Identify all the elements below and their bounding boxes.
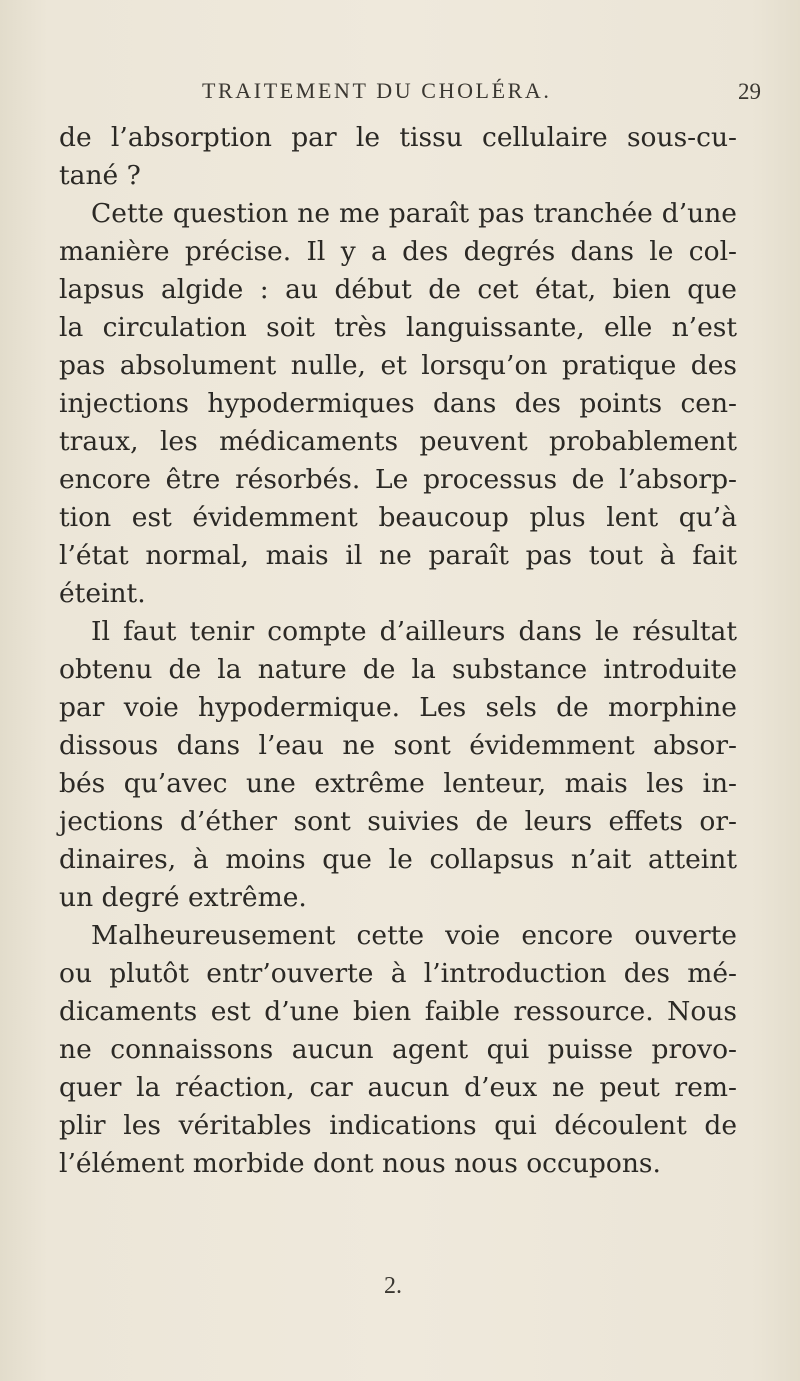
text-line: encore être résorbés. Le processus de l’absorp- [59, 464, 737, 495]
text-line: la circulation soit très languissante, elle n’est [59, 312, 737, 343]
text-line: plir les véritables indications qui découlent de [59, 1110, 737, 1141]
text-line: dicaments est d’une bien faible ressource. Nous [59, 996, 737, 1027]
text-line: ou plutôt entr’ouverte à l’introduction des mé- [59, 958, 737, 989]
text-line: l’état normal, mais il ne paraît pas tout à fait [59, 540, 737, 571]
text-line: l’élément morbide dont nous nous occupons. [59, 1148, 661, 1179]
text-line: obtenu de la nature de la substance introduite [59, 654, 737, 685]
text-line: jections d’éther sont suivies de leurs effets or- [59, 806, 737, 837]
text-line: un degré extrême. [59, 882, 307, 913]
text-line: éteint. [59, 578, 146, 609]
paragraph-start-line: Malheureusement cette voie encore ouverte [91, 920, 737, 951]
text-line: traux, les médicaments peuvent probablement [59, 426, 737, 457]
text-line: quer la réaction, car aucun d’eux ne peut rem- [59, 1072, 737, 1103]
text-line: par voie hypodermique. Les sels de morphine [59, 692, 737, 723]
page-number: 29 [738, 79, 761, 104]
text-line: de l’absorption par le tissu cellulaire sous-cu- [59, 122, 737, 153]
text-line: tané ? [59, 160, 141, 191]
text-line: lapsus algide : au début de cet état, bien que [59, 274, 737, 305]
text-line: manière précise. Il y a des degrés dans le col- [59, 236, 737, 267]
text-line: tion est évidemment beaucoup plus lent qu’à [59, 502, 737, 533]
running-header [0, 78, 800, 108]
text-line: pas absolument nulle, et lorsqu’on pratique des [59, 350, 737, 381]
text-line: dissous dans l’eau ne sont évidemment absor- [59, 730, 737, 761]
text-line: injections hypodermiques dans des points cen- [59, 388, 737, 419]
running-title: TRAITEMENT DU CHOLÉRA. [202, 78, 552, 103]
paragraph-start-line: Il faut tenir compte d’ailleurs dans le résultat [91, 616, 737, 647]
text-line: dinaires, à moins que le collapsus n’ait atteint [59, 844, 737, 875]
text-line: bés qu’avec une extrême lenteur, mais les in- [59, 768, 737, 799]
signature-mark: 2. [384, 1273, 402, 1299]
paragraph-start-line: Cette question ne me paraît pas tranchée d’une [91, 198, 737, 229]
text-line: ne connaissons aucun agent qui puisse provo- [59, 1034, 737, 1065]
